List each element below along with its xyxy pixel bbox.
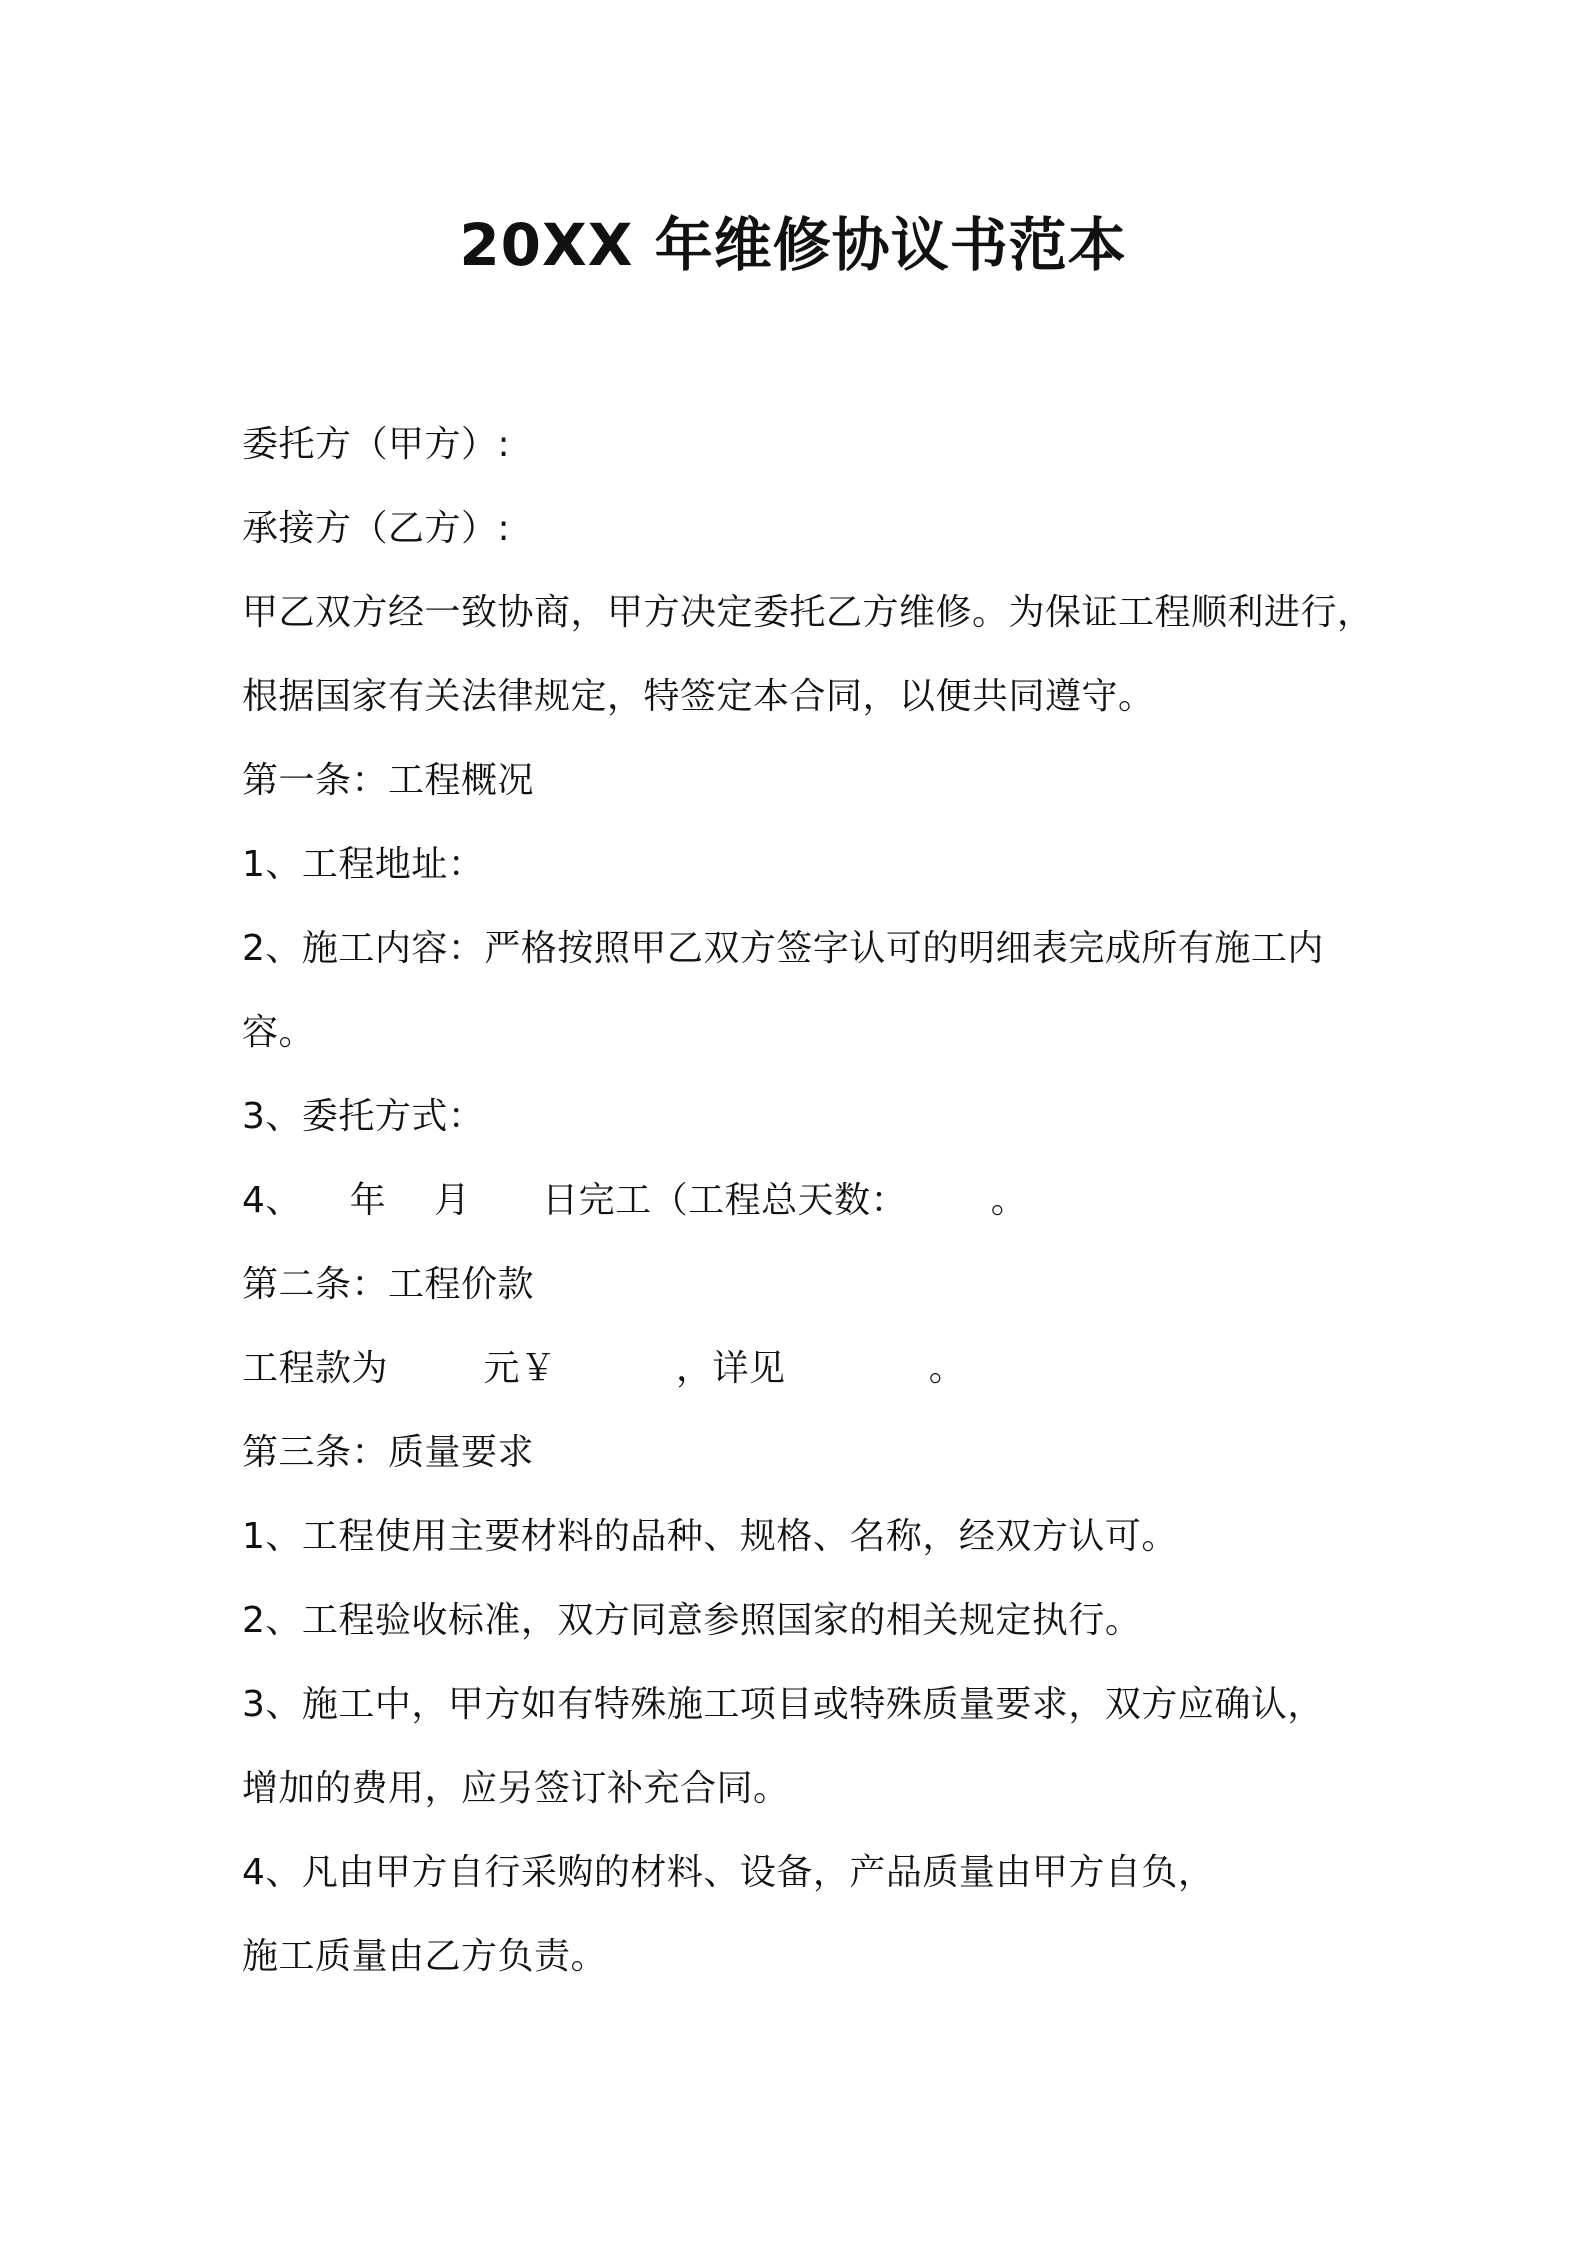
article-1-heading: 第一条：工程概况 (242, 760, 535, 801)
article-1-item-2: 2、施工内容：严格按照甲乙双方签字认可的明细表完成所有施工内 (242, 928, 1324, 969)
document-body (242, 403, 1374, 1999)
article-3-item-4: 4、凡由甲方自行采购的材料、设备，产品质量由甲方自负， (242, 1852, 1215, 1893)
party-a-line: 委托方（甲方）: (242, 424, 511, 465)
document-title: 20XX 年维修协议书范本 (459, 211, 1127, 279)
article-1-item-2-cont: 容。 (242, 1012, 316, 1053)
article-3-item-2: 2、工程验收标准，双方同意参照国家的相关规定执行。 (242, 1600, 1142, 1641)
article-3-item-1: 1、工程使用主要材料的品种、规格、名称，经双方认可。 (242, 1516, 1178, 1557)
article-1-item-1: 1、工程地址： (242, 844, 485, 885)
article-1-item-3: 3、委托方式： (242, 1096, 485, 1137)
article-1-item-4: 4、 年 月 日完工（工程总天数： 。 (242, 1180, 1028, 1221)
article-3-heading: 第三条：质量要求 (242, 1432, 535, 1473)
article-2-heading: 第二条：工程价款 (242, 1264, 535, 1305)
article-3-item-3-cont: 增加的费用，应另签订补充合同。 (242, 1768, 790, 1809)
preamble-line-1: 甲乙双方经一致协商，甲方决定委托乙方维修。为保证工程顺利进行， (242, 592, 1374, 633)
preamble-line-2: 根据国家有关法律规定，特签定本合同，以便共同遵守。 (242, 676, 1155, 717)
article-3-item-3: 3、施工中，甲方如有特殊施工项目或特殊质量要求，双方应确认， (242, 1684, 1324, 1725)
article-3-item-4-cont: 施工质量由乙方负责。 (242, 1936, 608, 1977)
article-2-price-line: 工程款为 元￥ ，详见 。 (242, 1348, 966, 1389)
party-b-line: 承接方（乙方）: (242, 508, 511, 549)
